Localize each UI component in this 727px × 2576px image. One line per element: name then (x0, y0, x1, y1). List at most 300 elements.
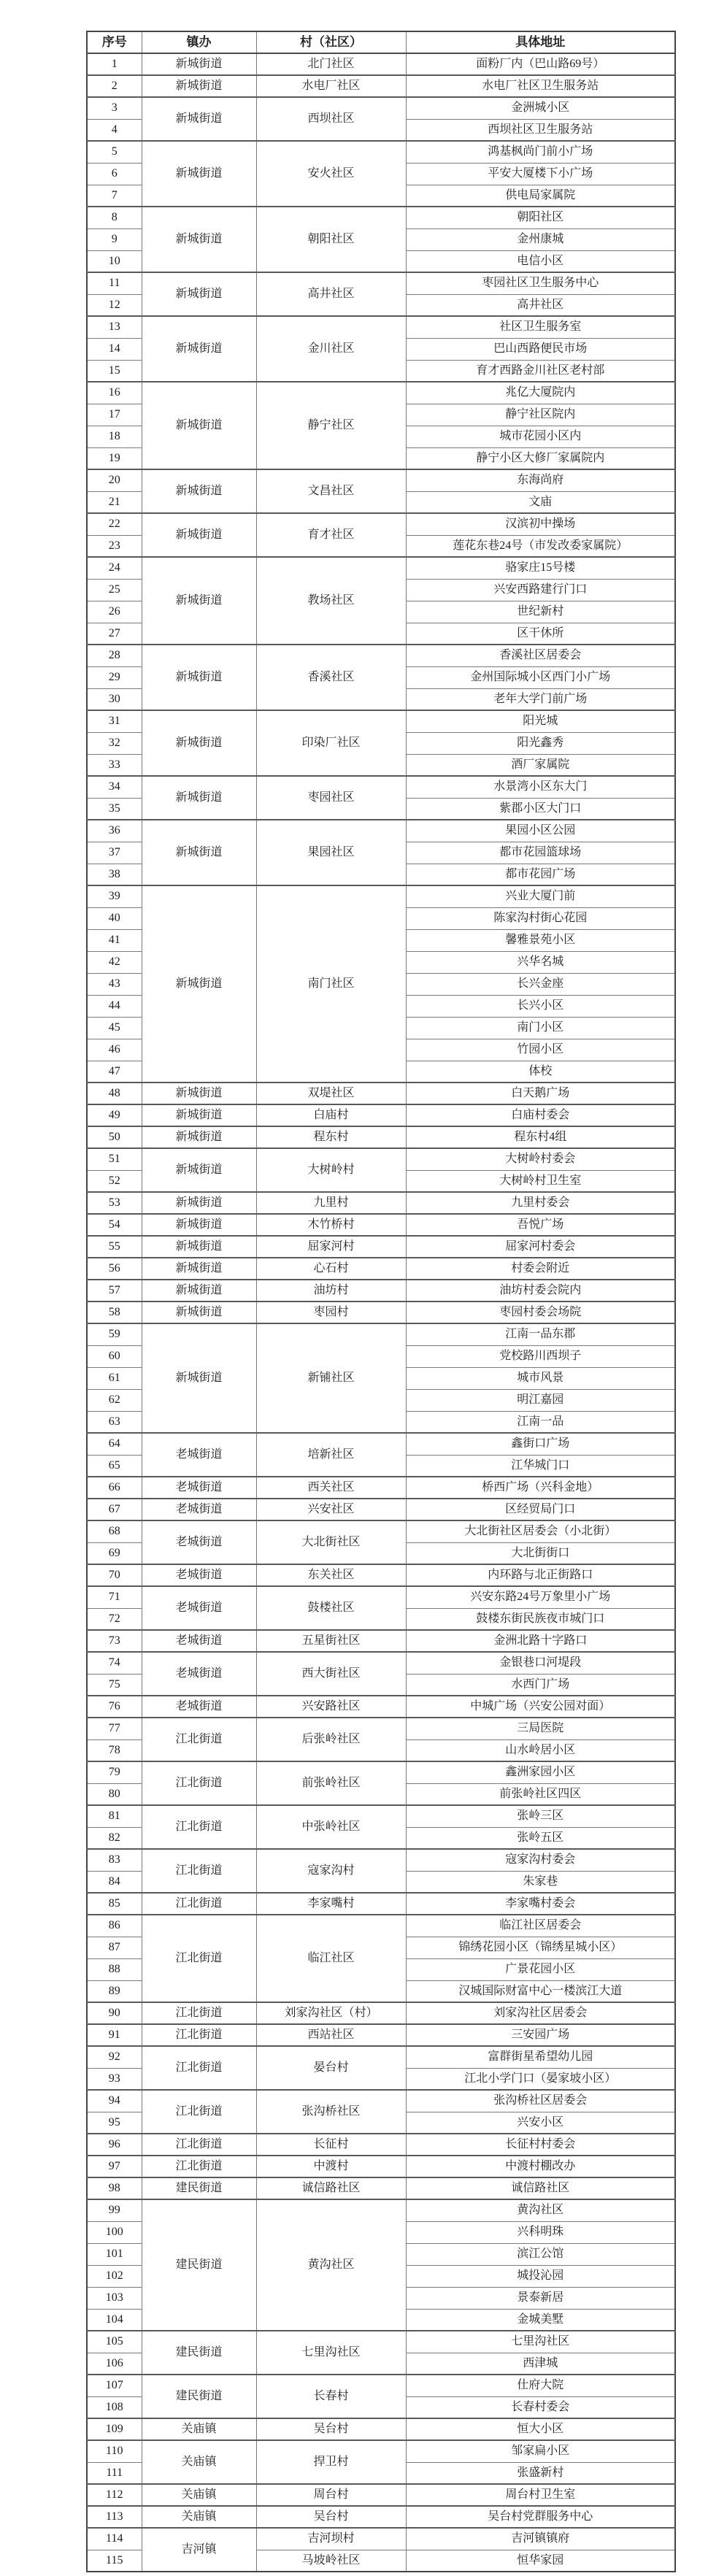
cell-town: 建民街道 (142, 2199, 256, 2331)
cell-index: 111 (87, 2462, 142, 2484)
table-row (87, 1083, 675, 1104)
cell-town: 关庙镇 (142, 2440, 256, 2484)
cell-index: 26 (87, 601, 142, 623)
table-row (87, 1323, 675, 1345)
cell-address: 城投沁园 (406, 2265, 675, 2287)
cell-index: 24 (87, 557, 142, 579)
cell-village: 九里村 (256, 1192, 406, 1214)
cell-town: 江北街道 (142, 1915, 256, 2002)
cell-village: 黄沟社区 (256, 2199, 406, 2331)
cell-address: 滨江公馆 (406, 2243, 675, 2265)
cell-address: 山水岭居小区 (406, 1739, 675, 1761)
cell-town: 吉河镇 (142, 2528, 256, 2572)
cell-address: 世纪新村 (406, 601, 675, 623)
cell-address: 兆亿大厦院内 (406, 382, 675, 404)
table-row (87, 557, 675, 579)
table-row (87, 2418, 675, 2440)
cell-address: 吾悦广场 (406, 1214, 675, 1236)
cell-index: 78 (87, 1739, 142, 1761)
cell-address: 七里沟社区 (406, 2331, 675, 2353)
cell-village: 捍卫村 (256, 2440, 406, 2484)
cell-index: 8 (87, 207, 142, 228)
table-row (87, 1126, 675, 1148)
cell-address: 阳光城 (406, 710, 675, 732)
cell-address: 西津城 (406, 2353, 675, 2375)
cell-village: 屈家河村 (256, 1236, 406, 1258)
cell-address: 周台村卫生室 (406, 2484, 675, 2506)
cell-address: 鼓楼东街民族夜市城门口 (406, 1608, 675, 1630)
table-header (87, 31, 675, 53)
table-row (87, 75, 675, 97)
cell-address: 兴安东路24号万象里小广场 (406, 1586, 675, 1608)
table-row (87, 885, 675, 907)
cell-town: 新城街道 (142, 820, 256, 885)
cell-town: 老城街道 (142, 1586, 256, 1630)
cell-village: 南门社区 (256, 885, 406, 1083)
cell-index: 65 (87, 1455, 142, 1477)
cell-index: 108 (87, 2396, 142, 2418)
table-row (87, 1280, 675, 1302)
cell-address: 恒大小区 (406, 2418, 675, 2440)
cell-town: 新城街道 (142, 1104, 256, 1126)
cell-address: 屈家河村委会 (406, 1236, 675, 1258)
cell-address: 长春村委会 (406, 2396, 675, 2418)
cell-town: 江北街道 (142, 2090, 256, 2134)
cell-address: 刘家沟社区居委会 (406, 2002, 675, 2024)
table-row (87, 1630, 675, 1652)
cell-village: 朝阳社区 (256, 207, 406, 272)
cell-village: 李家嘴村 (256, 1893, 406, 1915)
cell-town: 江北街道 (142, 1849, 256, 1893)
cell-index: 70 (87, 1564, 142, 1586)
cell-index: 99 (87, 2199, 142, 2221)
cell-index: 39 (87, 885, 142, 907)
cell-village: 北门社区 (256, 53, 406, 75)
cell-village: 长征村 (256, 2134, 406, 2156)
cell-address: 兴业大厦门前 (406, 885, 675, 907)
cell-index: 14 (87, 338, 142, 360)
table-row (87, 776, 675, 798)
cell-address: 张岭五区 (406, 1827, 675, 1849)
cell-address: 黄沟社区 (406, 2199, 675, 2221)
cell-village: 长春村 (256, 2375, 406, 2418)
cell-index: 40 (87, 907, 142, 929)
table-row (87, 2506, 675, 2528)
table-row (87, 1148, 675, 1170)
table-row (87, 820, 675, 842)
cell-village: 七里沟社区 (256, 2331, 406, 2375)
cell-index: 2 (87, 75, 142, 97)
cell-village: 晏台村 (256, 2046, 406, 2090)
cell-index: 90 (87, 2002, 142, 2024)
cell-index: 113 (87, 2506, 142, 2528)
cell-address: 邹家扁小区 (406, 2440, 675, 2462)
cell-village: 吴台村 (256, 2506, 406, 2528)
cell-index: 38 (87, 864, 142, 885)
cell-town: 江北街道 (142, 1893, 256, 1915)
cell-address: 静宁小区大修厂家属院内 (406, 447, 675, 469)
cell-town: 江北街道 (142, 1718, 256, 1761)
table-row (87, 2528, 675, 2550)
cell-address: 城市风景 (406, 1367, 675, 1389)
cell-village: 五星街社区 (256, 1630, 406, 1652)
cell-index: 56 (87, 1258, 142, 1280)
cell-index: 10 (87, 250, 142, 272)
cell-index: 35 (87, 798, 142, 820)
cell-address: 面粉厂内（巴山路69号） (406, 53, 675, 75)
table-row (87, 1696, 675, 1718)
cell-address: 高井社区 (406, 294, 675, 316)
cell-village: 木竹桥村 (256, 1214, 406, 1236)
cell-town: 新城街道 (142, 469, 256, 513)
table-row (87, 1214, 675, 1236)
cell-index: 34 (87, 776, 142, 798)
cell-address: 中渡村棚改办 (406, 2156, 675, 2177)
table-row (87, 710, 675, 732)
cell-village: 马坡岭社区 (256, 2550, 406, 2572)
cell-index: 16 (87, 382, 142, 404)
cell-index: 93 (87, 2068, 142, 2090)
cell-index: 112 (87, 2484, 142, 2506)
cell-index: 66 (87, 1477, 142, 1499)
cell-town: 新城街道 (142, 1126, 256, 1148)
cell-index: 109 (87, 2418, 142, 2440)
cell-index: 36 (87, 820, 142, 842)
cell-index: 3 (87, 97, 142, 119)
table-row (87, 1104, 675, 1126)
cell-index: 50 (87, 1126, 142, 1148)
cell-village: 大树岭村 (256, 1148, 406, 1192)
table-row (87, 2331, 675, 2353)
cell-index: 72 (87, 1608, 142, 1630)
cell-address: 长兴金座 (406, 973, 675, 995)
cell-index: 115 (87, 2550, 142, 2572)
cell-index: 92 (87, 2046, 142, 2068)
cell-address: 大树岭村委会 (406, 1148, 675, 1170)
cell-village: 白庙村 (256, 1104, 406, 1126)
cell-index: 102 (87, 2265, 142, 2287)
cell-address: 鸿基枫尚门前小广场 (406, 141, 675, 163)
cell-address: 城市花园小区内 (406, 426, 675, 447)
cell-address: 南门小区 (406, 1017, 675, 1039)
cell-village: 吴台村 (256, 2418, 406, 2440)
cell-town: 关庙镇 (142, 2418, 256, 2440)
table-row (87, 1258, 675, 1280)
cell-address: 都市花园篮球场 (406, 842, 675, 864)
cell-index: 71 (87, 1586, 142, 1608)
table-row (87, 1652, 675, 1674)
table-row (87, 1192, 675, 1214)
cell-town: 老城街道 (142, 1696, 256, 1718)
table-row (87, 1893, 675, 1915)
cell-index: 1 (87, 53, 142, 75)
cell-town: 新城街道 (142, 382, 256, 469)
cell-town: 建民街道 (142, 2177, 256, 2199)
cell-address: 大北街社区居委会（小北街） (406, 1520, 675, 1542)
cell-address: 朝阳社区 (406, 207, 675, 228)
cell-index: 60 (87, 1345, 142, 1367)
table-row (87, 2484, 675, 2506)
cell-village: 西坝社区 (256, 97, 406, 141)
cell-index: 67 (87, 1499, 142, 1520)
cell-index: 98 (87, 2177, 142, 2199)
header-row (87, 31, 675, 53)
cell-village: 高井社区 (256, 272, 406, 316)
cell-index: 105 (87, 2331, 142, 2353)
cell-address: 李家嘴村委会 (406, 1893, 675, 1915)
cell-town: 新城街道 (142, 97, 256, 141)
cell-town: 老城街道 (142, 1433, 256, 1477)
cell-town: 新城街道 (142, 710, 256, 776)
cell-address: 西坝社区卫生服务站 (406, 119, 675, 141)
cell-address: 兴安小区 (406, 2112, 675, 2134)
cell-town: 新城街道 (142, 1148, 256, 1192)
cell-index: 7 (87, 185, 142, 207)
cell-town: 新城街道 (142, 53, 256, 75)
cell-index: 114 (87, 2528, 142, 2550)
cell-address: 大北街街口 (406, 1542, 675, 1564)
cell-village: 果园社区 (256, 820, 406, 885)
cell-index: 81 (87, 1805, 142, 1827)
table-row (87, 2002, 675, 2024)
cell-address: 长兴小区 (406, 995, 675, 1017)
cell-town: 江北街道 (142, 2156, 256, 2177)
cell-address: 党校路川西坝子 (406, 1345, 675, 1367)
cell-address: 朱家巷 (406, 1871, 675, 1893)
cell-index: 46 (87, 1039, 142, 1061)
cell-index: 33 (87, 754, 142, 776)
cell-index: 73 (87, 1630, 142, 1652)
cell-index: 52 (87, 1170, 142, 1192)
cell-address: 兴科明珠 (406, 2221, 675, 2243)
cell-index: 79 (87, 1761, 142, 1783)
cell-town: 新城街道 (142, 513, 256, 557)
cell-address: 九里村委会 (406, 1192, 675, 1214)
cell-index: 104 (87, 2309, 142, 2331)
cell-town: 江北街道 (142, 1805, 256, 1849)
cell-index: 22 (87, 513, 142, 535)
cell-town: 新城街道 (142, 316, 256, 382)
cell-index: 29 (87, 666, 142, 688)
cell-address: 张盛新村 (406, 2462, 675, 2484)
cell-index: 61 (87, 1367, 142, 1389)
table-row (87, 2090, 675, 2112)
col-header-index: 序号 (87, 31, 142, 53)
cell-address: 前张岭社区四区 (406, 1783, 675, 1805)
cell-index: 12 (87, 294, 142, 316)
cell-town: 新城街道 (142, 1280, 256, 1302)
cell-village: 诚信路社区 (256, 2177, 406, 2199)
cell-town: 关庙镇 (142, 2506, 256, 2528)
cell-index: 58 (87, 1302, 142, 1323)
cell-town: 新城街道 (142, 1302, 256, 1323)
table-row (87, 316, 675, 338)
cell-address: 吉河镇镇府 (406, 2528, 675, 2550)
cell-address: 锦绣花园小区（锦绣星城小区） (406, 1937, 675, 1958)
table-row (87, 1499, 675, 1520)
cell-address: 阳光鑫秀 (406, 732, 675, 754)
cell-address: 景泰新居 (406, 2287, 675, 2309)
cell-village: 张沟桥社区 (256, 2090, 406, 2134)
table-row (87, 1915, 675, 1937)
cell-index: 64 (87, 1433, 142, 1455)
cell-village: 育才社区 (256, 513, 406, 557)
cell-address: 紫郡小区大门口 (406, 798, 675, 820)
cell-index: 21 (87, 491, 142, 513)
table-row (87, 272, 675, 294)
cell-address: 区经贸局门口 (406, 1499, 675, 1520)
cell-address: 桥西广场（兴科金地） (406, 1477, 675, 1499)
cell-town: 新城街道 (142, 75, 256, 97)
cell-index: 25 (87, 579, 142, 601)
cell-address: 金洲北路十字路口 (406, 1630, 675, 1652)
cell-index: 97 (87, 2156, 142, 2177)
cell-address: 区干休所 (406, 623, 675, 645)
cell-address: 枣园社区卫生服务中心 (406, 272, 675, 294)
cell-index: 86 (87, 1915, 142, 1937)
cell-index: 47 (87, 1061, 142, 1083)
cell-town: 新城街道 (142, 1192, 256, 1214)
cell-index: 69 (87, 1542, 142, 1564)
table-row (87, 2156, 675, 2177)
cell-index: 106 (87, 2353, 142, 2375)
cell-index: 9 (87, 228, 142, 250)
cell-address: 水景湾小区东大门 (406, 776, 675, 798)
cell-index: 63 (87, 1411, 142, 1433)
cell-town: 新城街道 (142, 645, 256, 710)
cell-index: 95 (87, 2112, 142, 2134)
cell-town: 新城街道 (142, 1214, 256, 1236)
cell-address: 水电厂社区卫生服务站 (406, 75, 675, 97)
cell-index: 103 (87, 2287, 142, 2309)
cell-village: 枣园村 (256, 1302, 406, 1323)
cell-address: 江北小学门口（晏家坡小区） (406, 2068, 675, 2090)
cell-address: 莲花东巷24号（市发改委家属院） (406, 535, 675, 557)
cell-index: 18 (87, 426, 142, 447)
cell-index: 57 (87, 1280, 142, 1302)
cell-town: 江北街道 (142, 2024, 256, 2046)
cell-index: 49 (87, 1104, 142, 1126)
table-row (87, 2177, 675, 2199)
cell-address: 都市花园广场 (406, 864, 675, 885)
cell-index: 68 (87, 1520, 142, 1542)
cell-village: 双堤社区 (256, 1083, 406, 1104)
cell-address: 兴华名城 (406, 951, 675, 973)
cell-index: 11 (87, 272, 142, 294)
cell-address: 中城广场（兴安公园对面） (406, 1696, 675, 1718)
cell-index: 77 (87, 1718, 142, 1739)
table-row (87, 1761, 675, 1783)
cell-address: 江南一品 (406, 1411, 675, 1433)
cell-index: 101 (87, 2243, 142, 2265)
cell-index: 84 (87, 1871, 142, 1893)
cell-index: 110 (87, 2440, 142, 2462)
cell-village: 心石村 (256, 1258, 406, 1280)
cell-index: 88 (87, 1958, 142, 1980)
cell-address: 平安大厦楼下小广场 (406, 163, 675, 185)
cell-village: 文昌社区 (256, 469, 406, 513)
cell-village: 金川社区 (256, 316, 406, 382)
cell-address: 鑫街口广场 (406, 1433, 675, 1455)
table-row (87, 382, 675, 404)
cell-town: 江北街道 (142, 2134, 256, 2156)
col-header-town: 镇办 (142, 31, 256, 53)
cell-village: 吉河坝村 (256, 2528, 406, 2550)
cell-address: 吴台村党群服务中心 (406, 2506, 675, 2528)
table-row (87, 207, 675, 228)
cell-index: 15 (87, 360, 142, 382)
cell-village: 枣园社区 (256, 776, 406, 820)
cell-town: 新城街道 (142, 141, 256, 207)
cell-index: 19 (87, 447, 142, 469)
cell-village: 寇家沟村 (256, 1849, 406, 1893)
col-header-address: 具体地址 (406, 31, 675, 53)
cell-index: 75 (87, 1674, 142, 1696)
table-row (87, 1805, 675, 1827)
cell-address: 金州康城 (406, 228, 675, 250)
cell-address: 白庙村委会 (406, 1104, 675, 1126)
cell-town: 新城街道 (142, 207, 256, 272)
cell-address: 村委会附近 (406, 1258, 675, 1280)
cell-address: 供电局家属院 (406, 185, 675, 207)
table-row (87, 1718, 675, 1739)
address-table (86, 31, 676, 2572)
cell-address: 白天鹅广场 (406, 1083, 675, 1104)
cell-address: 骆家庄15号楼 (406, 557, 675, 579)
cell-address: 三安园广场 (406, 2024, 675, 2046)
table-body (87, 53, 675, 2572)
cell-index: 37 (87, 842, 142, 864)
table-row (87, 2134, 675, 2156)
cell-address: 汉滨初中操场 (406, 513, 675, 535)
table-row (87, 2375, 675, 2396)
cell-address: 馨雅景苑小区 (406, 929, 675, 951)
cell-index: 62 (87, 1389, 142, 1411)
cell-village: 临江社区 (256, 1915, 406, 2002)
cell-address: 香溪社区居委会 (406, 645, 675, 666)
cell-index: 91 (87, 2024, 142, 2046)
table-row (87, 2440, 675, 2462)
cell-index: 82 (87, 1827, 142, 1849)
cell-index: 53 (87, 1192, 142, 1214)
cell-index: 54 (87, 1214, 142, 1236)
cell-index: 23 (87, 535, 142, 557)
cell-town: 新城街道 (142, 1258, 256, 1280)
cell-index: 41 (87, 929, 142, 951)
cell-index: 28 (87, 645, 142, 666)
cell-index: 4 (87, 119, 142, 141)
cell-index: 55 (87, 1236, 142, 1258)
cell-address: 枣园村委会场院 (406, 1302, 675, 1323)
cell-village: 香溪社区 (256, 645, 406, 710)
cell-town: 建民街道 (142, 2375, 256, 2418)
cell-address: 张岭三区 (406, 1805, 675, 1827)
cell-village: 东关社区 (256, 1564, 406, 1586)
cell-address: 富群街星希望幼儿园 (406, 2046, 675, 2068)
cell-index: 6 (87, 163, 142, 185)
cell-town: 老城街道 (142, 1652, 256, 1696)
cell-village: 前张岭社区 (256, 1761, 406, 1805)
cell-address: 静宁社区院内 (406, 404, 675, 426)
cell-index: 51 (87, 1148, 142, 1170)
cell-address: 老年大学门前广场 (406, 688, 675, 710)
cell-address: 仕府大院 (406, 2375, 675, 2396)
cell-index: 17 (87, 404, 142, 426)
table-row (87, 53, 675, 75)
cell-index: 45 (87, 1017, 142, 1039)
cell-village: 后张岭社区 (256, 1718, 406, 1761)
cell-index: 13 (87, 316, 142, 338)
